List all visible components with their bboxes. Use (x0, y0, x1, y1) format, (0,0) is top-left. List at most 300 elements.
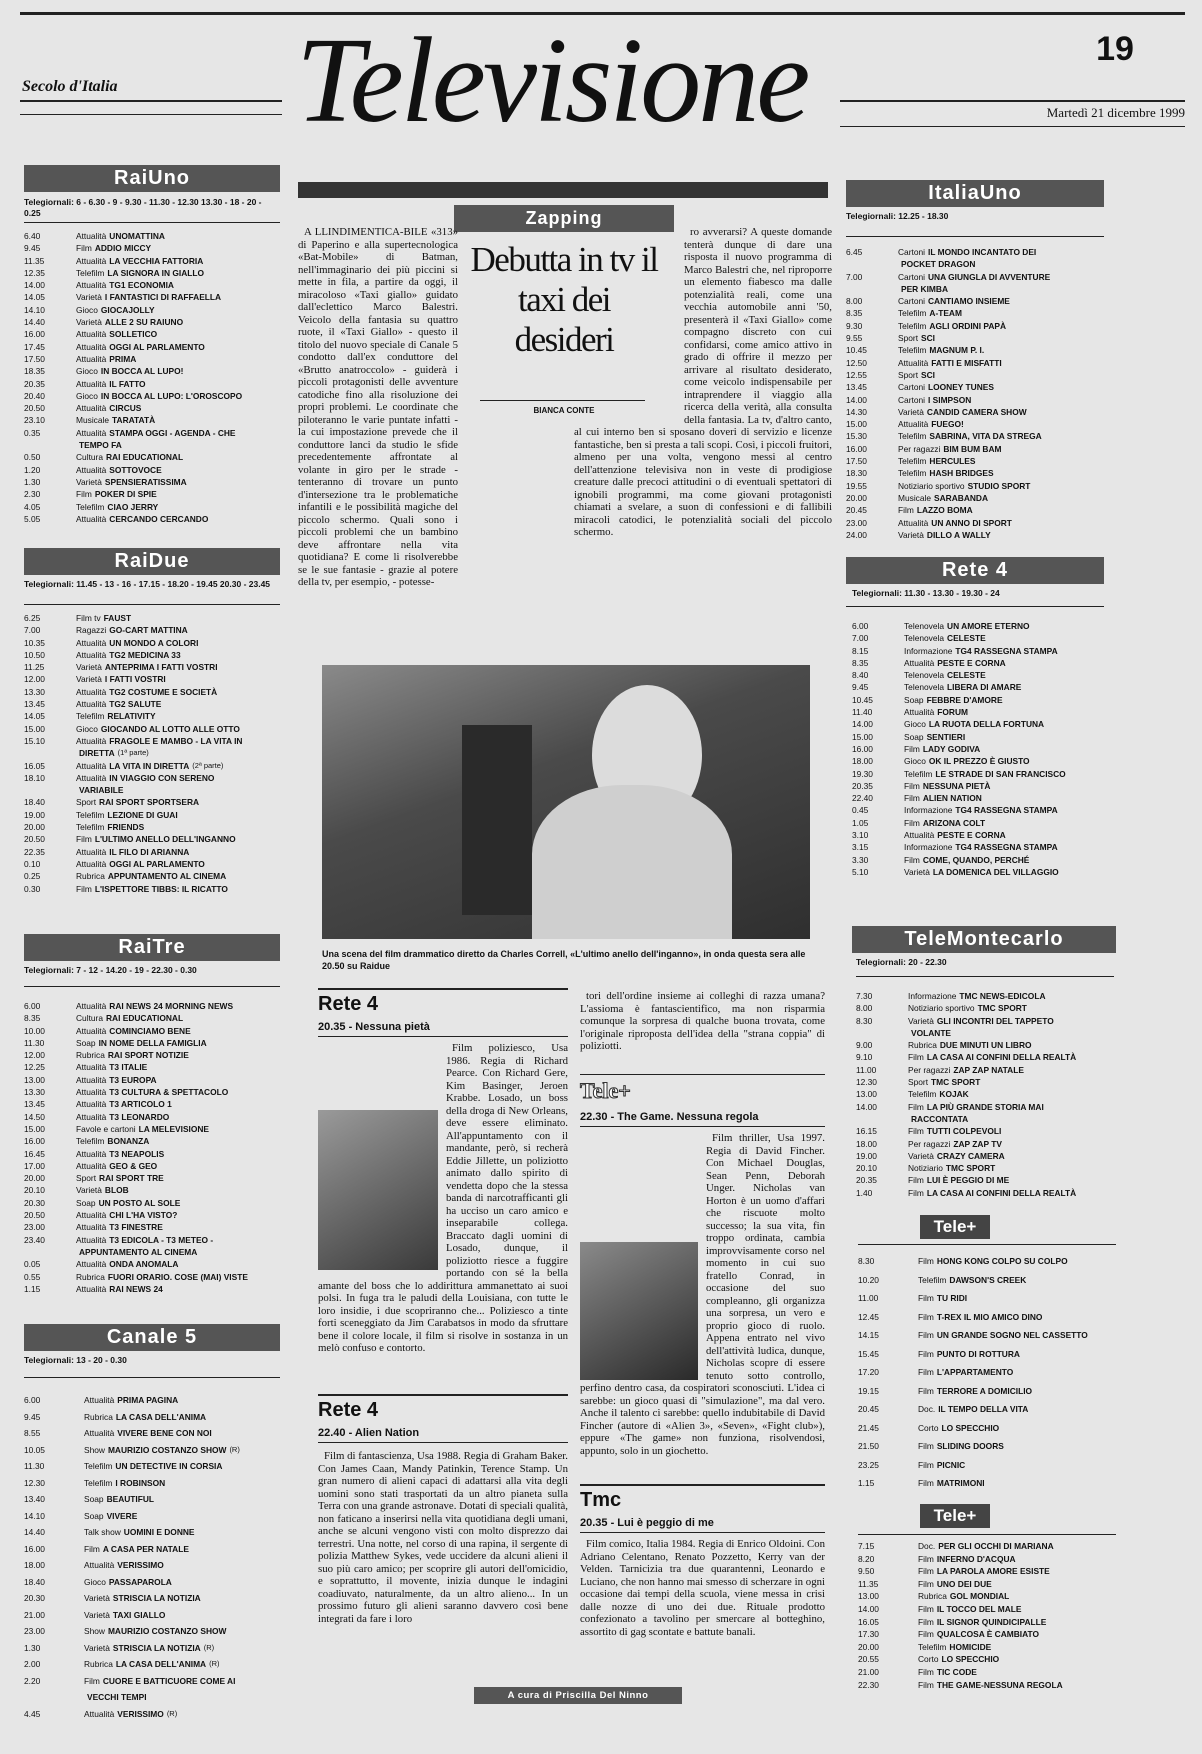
schedule-program: LADY GODIVA (922, 743, 981, 754)
schedule-time (856, 1027, 908, 1039)
schedule-genre: Doc. (918, 1404, 936, 1414)
schedule-program: IN NOME DELLA FAMIGLIA (98, 1037, 207, 1048)
schedule-row (24, 513, 280, 525)
schedule-genre: Attualità (76, 513, 107, 524)
schedule-genre: Film (918, 1385, 934, 1396)
schedule-row (858, 1666, 1116, 1679)
review3-channel: Tele+ (580, 1078, 631, 1103)
schedule-genre: Attualità (76, 1259, 107, 1270)
schedule-time: 1.40 (856, 1187, 873, 1198)
schedule-row (858, 1578, 1116, 1591)
schedule-row (24, 624, 280, 636)
schedule-row (24, 1123, 280, 1135)
schedule-program: DILLO A WALLY (926, 529, 991, 540)
schedule-program: UN POSTO AL SOLE (98, 1197, 181, 1208)
schedule-genre: Film (904, 743, 920, 754)
review1-text-wrap: Film poliziesco, Usa 1986. Regia di Richard Pearce. Con Richard Gere, Kim Basinger, Jeroen Krabbe. Losado, un boss della droga di New Orleans, deve essere eliminato. All'appuntamento con il mandante, però, si recherà Eddie Jillette, un poliziotto animato dallo spirito di vendetta dopo che la stessa banda di narcotrafficanti gli ha ucciso un caro amico e inseparabile collega. Braccato dagli uomini di Losado, dunque, il poliziotto riesce a fuggire portando con sé la bella amante del boss che lo addirittura ammanettato ai suoi polsi. In fuga tra le paludi della Louisiana, con tutte le loro insidie, i due scopriranno che... Poliziesco a tinte forti sceneggiato da Jim Carabatsos in modo da sfruttare bene il colore locale, il film si risolve in sostanza in un melò confuso e contorto. (318, 1042, 568, 1354)
schedule-genre: Varietà (76, 292, 102, 303)
schedule-genre: Cultura (76, 452, 103, 463)
schedule-row (858, 1456, 1116, 1475)
schedule-program: STRISCIA LA NOTIZIA (112, 1593, 201, 1603)
schedule-row (846, 357, 1104, 369)
schedule-genre: Varietà (898, 406, 924, 417)
schedule-genre: Per ragazzi (898, 443, 941, 454)
schedule-genre: Attualità (84, 1395, 115, 1405)
schedule-program: SABRINA, VITA DA STREGA (929, 431, 1042, 442)
schedule-genre: Film (918, 1666, 934, 1677)
schedule-program: ZAP ZAP TV (953, 1138, 1002, 1149)
schedule-program: T3 CULTURA & SPETTACOLO (109, 1087, 229, 1098)
schedule-row (852, 854, 1110, 866)
schedule-genre: Soap (76, 1037, 96, 1048)
schedule-time: 14.00 (858, 1603, 879, 1614)
schedule-time: 13.30 (24, 1087, 45, 1098)
schedule-time: 20.00 (24, 822, 45, 833)
schedule-genre: Film (918, 1629, 934, 1640)
schedule-row (24, 649, 280, 661)
schedule-time: 12.30 (856, 1077, 877, 1088)
schedule-program: VECCHI TEMPI (87, 1692, 147, 1702)
schedule-row (858, 1363, 1116, 1382)
schedule-time: 6.45 (846, 247, 863, 257)
schedule-program: VIVERE (106, 1510, 138, 1521)
schedule-row (24, 1574, 280, 1591)
schedule-time: 15.00 (852, 731, 873, 742)
schedule-genre: Rubrica (84, 1411, 113, 1422)
date-rule-thin (840, 126, 1185, 127)
schedule-genre: Attualità (84, 1708, 115, 1719)
schedule-time: 12.55 (846, 369, 867, 380)
schedule-row (858, 1289, 1116, 1308)
schedule-program: T3 EUROPA (109, 1074, 157, 1085)
schedule-program: MAURIZIO COSTANZO SHOW (107, 1444, 227, 1455)
schedule-program: LA PIÙ GRANDE STORIA MAI (926, 1101, 1044, 1112)
schedule-program: THE GAME-NESSUNA REGOLA (936, 1679, 1063, 1690)
schedule-time: 4.05 (24, 501, 41, 512)
schedule-program: LA MELEVISIONE (138, 1123, 210, 1134)
schedule-genre: Show (84, 1444, 105, 1455)
schedule-program: SOLLETICO (109, 329, 158, 340)
schedule-program: TG4 RASSEGNA STAMPA (955, 645, 1058, 656)
schedule-program: TG2 COSTUME E SOCIETÀ (109, 686, 218, 697)
schedule-time: 15.00 (846, 419, 867, 430)
schedule-row (24, 1557, 280, 1574)
schedule-genre: Gioco (76, 390, 98, 401)
schedule-genre: Notiziario sportivo (898, 480, 965, 491)
schedule-program: IN BOCCA AL LUPO: L'OROSCOPO (100, 390, 243, 401)
schedule-genre: Telefilm (84, 1477, 113, 1488)
schedule-program: AGLI ORDINI PAPÀ (929, 320, 1007, 331)
schedule-row (24, 378, 280, 390)
schedule-time: 0.35 (24, 427, 41, 438)
channel-header-raiuno: RaiUno (24, 165, 280, 192)
schedule-row (24, 858, 280, 870)
logo-rule-thin (20, 114, 282, 115)
schedule-program: IN BOCCA AL LUPO! (100, 366, 184, 377)
schedule-row (24, 637, 280, 649)
schedule-program: ALIEN NATION (922, 793, 982, 804)
schedule-row (852, 817, 1110, 829)
schedule-genre: Film (84, 1675, 100, 1686)
schedule-row (852, 718, 1110, 730)
schedule-time: 22.30 (858, 1679, 879, 1690)
schedule-time: 14.00 (856, 1101, 877, 1112)
schedule-canale5 (24, 1392, 280, 1722)
zapping-column-2-wrap: ro avverarsi? A queste domande tenterà dunque di dare una risposta il nuovo programma di Marco Balestri che, nel riproporre un elemento fiabesco ma dalle potenzialità reali, come una vecchia automobile anni '50, presenterà il «Taxi Giallo» come compagno discreto con cui confidarsi, come amico attivo in grado di offrire il mezzo per arrivare al risultato desiderato, come veicolo indispensabile per intraprendere il viaggio alla ricerca della verità, alla consulta della fantasia. La tv, d'altro canto, al cui interno ben si sposano doveri di servizio e licenze fantastiche, ben si presta a tali scopi. Così, i piccoli fruitori, almeno per una volta, vengono messi al centro dell'attenzione televisiva non in veste di prodigiose creature dalle precoci attitudini o di eventuali spettatori di ignobili programmi, ma come giovani protagonisti chiamati a svelare, a suon di confessioni e di fallibili miracoli catodici, le potenzialità sociali del piccolo schermo. (574, 226, 832, 538)
schedule-genre: Rubrica (76, 871, 105, 882)
schedule-time (24, 439, 76, 451)
richard-gere-photo (318, 1110, 438, 1270)
schedule-program: ZAP ZAP NATALE (953, 1064, 1024, 1075)
schedule-genre: Attualità (76, 403, 107, 414)
schedule-program: RAI NEWS 24 MORNING NEWS (109, 1001, 234, 1011)
schedule-genre: Telefilm (84, 1461, 113, 1471)
schedule-time: 8.35 (846, 308, 863, 319)
schedule-genre: Gioco (904, 756, 926, 767)
schedule-program: MATRIMONI (936, 1478, 985, 1488)
schedule-program: ONDA ANOMALA (109, 1259, 179, 1270)
schedule-time: 20.30 (24, 1593, 45, 1603)
schedule-program: IL FILO DI ARIANNA (109, 846, 190, 857)
schedule-program: GOL MONDIAL (949, 1591, 1010, 1602)
schedule-program: CIRCUS (109, 403, 142, 414)
schedule-row (24, 501, 280, 513)
schedule-row (24, 760, 280, 772)
schedule-time: 8.40 (852, 670, 869, 681)
divider (580, 1074, 825, 1075)
schedule-program: STRISCIA LA NOTIZIA (112, 1642, 201, 1653)
tg-canale5: Telegiornali: 13 - 20 - 0.30 (24, 1355, 127, 1365)
schedule-time: 9.45 (24, 243, 41, 254)
schedule-genre: Attualità (898, 357, 929, 368)
schedule-row (24, 1392, 280, 1409)
schedule-row (24, 255, 280, 267)
schedule-genre: Film (904, 817, 920, 828)
schedule-row (856, 1039, 1114, 1051)
tg-raiuno: Telegiornali: 6 - 6.30 - 9 - 9.30 - 11.30 - 12.30 13.30 - 18 - 20 - 0.25 (24, 197, 262, 218)
schedule-time: 1.30 (24, 1642, 41, 1653)
schedule-time: 13.00 (856, 1089, 877, 1100)
schedule-program: PRIMA PAGINA (117, 1395, 179, 1405)
divider (318, 1442, 568, 1443)
schedule-time: 2.20 (24, 1675, 41, 1686)
schedule-row (856, 1064, 1114, 1076)
schedule-row (24, 304, 280, 316)
schedule-program: RAI SPORT SPORTSERA (99, 797, 200, 808)
schedule-row (24, 1425, 280, 1442)
schedule-genre: Film (918, 1311, 934, 1322)
schedule-time (24, 784, 76, 796)
schedule-row (24, 809, 280, 821)
schedule-program: LA CASA AI CONFINI DELLA REALTÀ (926, 1052, 1077, 1063)
schedule-program: OGGI AL PARLAMENTO (109, 341, 205, 352)
schedule-time: 20.30 (24, 1197, 45, 1208)
page-number: 19 (1096, 30, 1134, 68)
schedule-program: LO SPECCHIO (941, 1422, 1000, 1433)
schedule-note: (R) (166, 1708, 178, 1718)
schedule-row (24, 686, 280, 698)
schedule-time: 14.00 (24, 280, 45, 291)
schedule-program: UN GRANDE SOGNO NEL CASSETTO (936, 1330, 1088, 1340)
schedule-program: VARIABILE (79, 785, 124, 796)
schedule-time: 16.05 (858, 1616, 879, 1627)
schedule-genre: Attualità (76, 231, 107, 241)
schedule-time: 18.10 (24, 772, 45, 783)
review-continuation: tori dell'ordine insieme ai colleghi di razza umana? L'assioma è fantascientifico, ma non risparmia comunque la sorpresa di qualche buona trovata, come l'originale ripropostа dell'idea della "strana coppia" di poliziotti. (580, 990, 825, 1052)
schedule-time: 20.40 (24, 390, 45, 401)
schedule-time: 9.45 (24, 1411, 41, 1422)
schedule-time: 14.15 (858, 1330, 879, 1340)
schedule-row (24, 1037, 280, 1049)
schedule-row (846, 295, 1104, 307)
schedule-row (852, 657, 1110, 669)
schedule-program: L'ISPETTORE TIBBS: IL RICATTO (94, 883, 228, 894)
schedule-program: LA SIGNORA IN GIALLO (107, 267, 205, 278)
schedule-time: 16.00 (24, 1136, 45, 1147)
schedule-time: 22.40 (852, 793, 873, 804)
schedule-row (24, 464, 280, 476)
schedule-genre: Attualità (76, 341, 107, 352)
schedule-row (856, 1088, 1114, 1100)
schedule-time: 1.05 (852, 817, 869, 828)
schedule-genre: Film (908, 1187, 924, 1198)
schedule-note: (R) (203, 1642, 215, 1652)
schedule-genre: Telefilm (76, 501, 105, 512)
schedule-program: T3 EDICOLA - T3 METEO - (109, 1234, 214, 1245)
schedule-row (24, 1197, 280, 1209)
schedule-program: LOONEY TUNES (928, 382, 994, 393)
schedule-genre: Attualità (84, 1428, 115, 1438)
schedule-genre: Sport (76, 1173, 97, 1184)
schedule-program: IL MONDO INCANTATO DEI (928, 247, 1037, 257)
schedule-time: 20.35 (24, 378, 45, 389)
schedule-program: VERISSIMO (117, 1560, 164, 1570)
schedule-time: 17.30 (858, 1629, 879, 1640)
schedule-time: 15.30 (846, 431, 867, 442)
schedule-genre: Cartoni (898, 271, 925, 282)
schedule-row (852, 731, 1110, 743)
schedule-program: TMC SPORT (977, 1003, 1027, 1014)
schedule-teleplus-1 (858, 1252, 1116, 1493)
schedule-genre: Show (84, 1626, 105, 1636)
schedule-program: FORUM (937, 707, 968, 718)
schedule-program: VERISSIMO (117, 1708, 164, 1719)
zapping-headline: Debutta in tv il taxi dei desideri (470, 240, 658, 359)
schedule-genre: Rubrica (84, 1659, 113, 1669)
schedule-program: TMC SPORT (931, 1077, 981, 1088)
schedule-row (24, 1508, 280, 1525)
schedule-time: 8.00 (846, 296, 863, 307)
schedule-time: 16.15 (856, 1126, 877, 1137)
schedule-row (858, 1653, 1116, 1666)
channel-header-canale5: Canale 5 (24, 1324, 280, 1351)
schedule-row (852, 706, 1110, 718)
schedule-row (846, 369, 1104, 381)
schedule-time: 14.10 (24, 304, 45, 315)
schedule-row (24, 341, 280, 353)
schedule-program: HOMICIDE (949, 1641, 992, 1652)
schedule-genre: Corto (918, 1422, 939, 1433)
schedule-program: LUI È PEGGIO DI ME (926, 1175, 1010, 1186)
schedule-genre: Informazione (904, 842, 953, 853)
schedule-row (858, 1641, 1116, 1654)
schedule-genre: Film (918, 1293, 934, 1303)
schedule-time: 11.30 (24, 1037, 45, 1048)
schedule-program: SPENSIERATISSIMA (104, 476, 187, 487)
schedule-time: 18.00 (852, 756, 873, 767)
schedule-genre: Telefilm (898, 308, 927, 319)
schedule-genre: Film (898, 505, 914, 516)
schedule-row (24, 821, 280, 833)
schedule-program: PESTE E CORNA (937, 830, 1006, 841)
schedule-program: TG1 ECONOMIA (109, 280, 174, 291)
schedule-time: 8.30 (858, 1256, 875, 1266)
schedule-time: 1.30 (24, 476, 41, 487)
schedule-program: LA RUOTA DELLA FORTUNA (928, 719, 1045, 730)
schedule-time: 9.55 (846, 333, 863, 344)
schedule-program: IN VIAGGIO CON SERENO (109, 772, 215, 783)
schedule-time: 23.00 (24, 1222, 45, 1233)
schedule-time: 0.30 (24, 883, 41, 894)
schedule-program: LIBERA DI AMARE (947, 682, 1022, 693)
schedule-time: 12.50 (846, 357, 867, 368)
schedule-row (24, 1221, 280, 1233)
schedule-time: 23.10 (24, 415, 45, 426)
schedule-program: TG2 SALUTE (109, 699, 162, 710)
schedule-genre: Attualità (76, 1234, 107, 1245)
schedule-time: 13.45 (846, 382, 867, 393)
schedule-program: OK IL PREZZO È GIUSTO (928, 756, 1030, 767)
schedule-time: 6.00 (24, 1395, 41, 1405)
schedule-time: 20.45 (858, 1404, 879, 1414)
schedule-time: 17.50 (846, 456, 867, 467)
schedule-row (24, 390, 280, 402)
schedule-genre: Film (76, 243, 92, 254)
schedule-genre: Telefilm (76, 711, 105, 722)
schedule-row (852, 681, 1110, 693)
date-rule (840, 100, 1185, 102)
schedule-genre: Telefilm (76, 1136, 105, 1147)
schedule-time: 20.00 (858, 1641, 879, 1652)
schedule-genre: Sport (898, 369, 919, 380)
schedule-row (852, 755, 1110, 767)
schedule-program: CANTIAMO INSIEME (928, 296, 1010, 307)
schedule-row (858, 1271, 1116, 1290)
schedule-program: SLIDING DOORS (936, 1441, 1004, 1451)
schedule-genre: Attualità (76, 699, 107, 710)
schedule-program: GIOCANDO AL LOTTO ALLE OTTO (100, 723, 240, 734)
schedule-time: 12.30 (24, 1477, 45, 1488)
schedule-genre: Attualità (76, 1025, 107, 1036)
schedule-genre: Attualità (76, 846, 107, 857)
schedule-time: 6.40 (24, 231, 41, 241)
divider (846, 236, 1104, 237)
schedule-genre: Film (918, 1578, 934, 1589)
schedule-row (856, 1138, 1114, 1150)
schedule-time: 16.00 (24, 1543, 45, 1554)
schedule-program: T3 ITALIE (109, 1062, 148, 1073)
schedule-row (846, 283, 1104, 295)
schedule-time: 9.10 (856, 1052, 873, 1063)
schedule-program: T3 ARTICOLO 1 (109, 1099, 172, 1110)
channel-header-raidue: RaiDue (24, 548, 280, 575)
schedule-note: (2ª parte) (192, 760, 224, 770)
schedule-program: UN ANNO DI SPORT (931, 517, 1012, 528)
schedule-program: PER KIMBA (901, 283, 948, 294)
schedule-row (852, 792, 1110, 804)
schedule-time: 20.35 (856, 1175, 877, 1186)
newspaper-logo: Secolo d'Italia (22, 78, 118, 95)
schedule-time: 3.30 (852, 854, 869, 865)
schedule-time: 18.40 (24, 797, 45, 808)
schedule-row (24, 1074, 280, 1086)
review2-text: Film di fantascienza, Usa 1988. Regia di Graham Baker. Con James Caan, Mandy Patinkin, Terence Stamp. Un gran numero di alieni capaci di adattarsi alla vita degli uomini sono stati trasportati da un altro pianeta sulla Terra con una grande astronave. Dotati di speciali qualità, non faticano a inserirsi nella vita quotidiana degli umani, anche se alcuni vengono visti con molto disprezzo dai terrestri. Una notte, nel corso di una rapina, il sergente di polizia Matthew Sykes, vede uccidere da alcuni alieni il suo più caro amico; per scoprire gli autori dell'omicidio, e soprattutto, il movente, inizia dunque le indagini coadiuvato, naturalmente, da un altro alieno... In un prossimo futuro gli alieni saranno davvero così bene integrati da fare i loro (318, 1450, 568, 1625)
schedule-program: A-TEAM (929, 308, 962, 319)
schedule-genre: Film (76, 834, 92, 845)
schedule-program: CELESTE (947, 670, 986, 681)
schedule-genre: Film (918, 1616, 934, 1627)
schedule-row (24, 1184, 280, 1196)
schedule-time: 12.00 (24, 1050, 45, 1061)
schedule-program: POCKET DRAGON (901, 259, 976, 270)
schedule-time: 2.00 (24, 1659, 41, 1669)
schedule-genre: Varietà (84, 1642, 110, 1653)
schedule-row (858, 1553, 1116, 1566)
schedule-raitre (24, 1000, 280, 1295)
schedule-genre: Attualità (76, 1283, 107, 1294)
schedule-program: SARABANDA (934, 492, 989, 503)
schedule-time: 14.40 (24, 1527, 45, 1537)
schedule-genre: Attualità (76, 1111, 107, 1122)
channel-header-raitre: RaiTre (24, 934, 280, 961)
schedule-row (858, 1590, 1116, 1603)
schedule-row (846, 258, 1104, 270)
schedule-genre: Gioco (76, 304, 98, 315)
divider (858, 1244, 1116, 1245)
schedule-genre: Per ragazzi (908, 1138, 951, 1149)
schedule-time: 10.45 (852, 694, 873, 705)
schedule-time: 5.10 (852, 866, 869, 877)
schedule-time: 20.10 (24, 1185, 45, 1196)
schedule-genre: Attualità (76, 772, 107, 783)
schedule-genre: Gioco (84, 1576, 106, 1587)
schedule-row (846, 307, 1104, 319)
schedule-raiuno (24, 230, 280, 525)
schedule-time: 14.00 (852, 719, 873, 730)
divider (580, 1532, 825, 1533)
schedule-program: UOMINI E DONNE (123, 1527, 195, 1537)
schedule-genre: Varietà (908, 1150, 934, 1161)
schedule-time: 9.30 (846, 320, 863, 331)
schedule-program: PASSAPAROLA (108, 1576, 172, 1587)
schedule-rete4 (852, 620, 1110, 878)
schedule-time: 15.10 (24, 735, 45, 746)
schedule-time: 10.00 (24, 1025, 45, 1036)
schedule-genre: Telefilm (918, 1641, 947, 1652)
schedule-genre: Talk show (84, 1527, 121, 1537)
schedule-genre: Notiziario (908, 1163, 943, 1174)
schedule-program: ANTEPRIMA I FATTI VOSTRI (104, 662, 218, 673)
schedule-genre: Varietà (76, 662, 102, 673)
schedule-row (24, 1656, 280, 1673)
schedule-genre: Cartoni (898, 394, 925, 405)
divider (580, 1126, 825, 1127)
schedule-row (24, 796, 280, 808)
schedule-row (858, 1603, 1116, 1616)
schedule-row (24, 439, 280, 451)
schedule-program: TUTTI COLPEVOLI (926, 1126, 1002, 1137)
schedule-genre: Varietà (76, 1185, 102, 1196)
